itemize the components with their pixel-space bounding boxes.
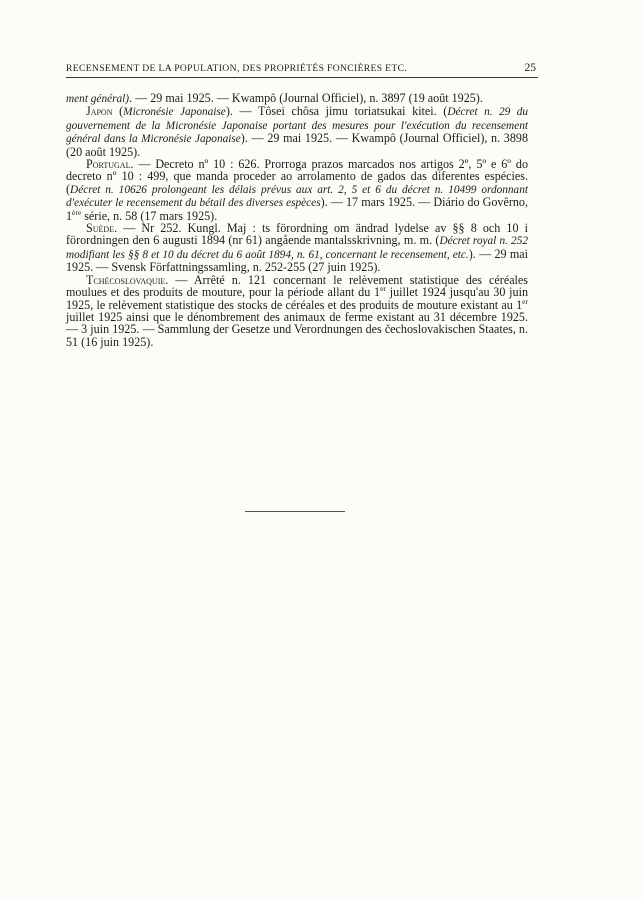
entry-text-fragment: Décret n. 29 du gouvernement de la Micronésie Japonaise portant des mesures pour l'exécution du recensement général dans la Micronésie Japonaise xyxy=(66,106,529,146)
entry-japon xyxy=(66,105,528,158)
entry-text-fragment: . — Arrêté n. 121 concernant le relèvement statistique des céréales moulues et des produits de mouture, pour la période allant du 1 xyxy=(66,272,528,300)
entry-text-fragment: Tchécoslovaquie xyxy=(86,272,166,287)
entry-text-fragment: . — Nr 252. Kungl. Maj : ts förordning om ändrad lydelse av §§ 8 och 10 i förordningen den 6 augusti 1894 (nr 61) angående mantalsskrivning, m. m. ( xyxy=(66,221,528,248)
entry-text-fragment: . — 29 mai 1925. — Kwampô (Journal Officiel), n. 3897 (19 août 1925). xyxy=(129,91,483,105)
entry-portugal xyxy=(66,158,528,222)
entry-text-fragment: . — Decreto nº 10 : 626. Prorroga prazos marcados nos artigos 2º, 5º e 6º do decreto nº 10 : 499, que manda proceder ao arrolamento de gados das diferentes espécies. ( xyxy=(66,157,528,196)
page-number: 25 xyxy=(524,62,536,74)
entry-tchecoslovaquie xyxy=(66,274,528,348)
entry-text-fragment: ). — Tôsei chôsa jimu toriatsukai kitei. ( xyxy=(225,104,448,119)
entry-text-fragment: er xyxy=(380,284,386,294)
entry-text-fragment: Portugal xyxy=(86,157,131,172)
entry-text-fragment: Suède xyxy=(86,221,115,236)
entry-text-fragment: ). — 29 mai 1925. — Svensk Författningssamling, n. 252-255 (27 juin 1925). xyxy=(66,246,528,275)
entry-continuation xyxy=(66,92,528,105)
entry-text-fragment: Japon xyxy=(86,104,113,119)
entry-text-fragment: Décret royal n. 252 modifiant les §§ 8 et 10 du décret du 6 août 1894, n. 61, concernant le recensement, etc. xyxy=(66,235,528,261)
entry-text-fragment: juillet 1924 jusqu'au 30 juin 1925, le relèvement statistique des stocks de céréales et des produits de mouture existant au 1 xyxy=(66,285,528,312)
entry-text-fragment: ( xyxy=(112,104,124,119)
header-rule xyxy=(66,77,538,78)
entry-text-fragment: Micronésie Japonaise xyxy=(123,106,226,119)
entry-text-fragment: ment général) xyxy=(66,93,130,105)
entry-text-fragment: Décret n. 10626 prolongeant les délais prévus aux art. 2, 5 et 6 du décret n. 10499 ordonnant d'exécuter le recensement du bétail des diverses espèces xyxy=(66,183,528,210)
running-header xyxy=(66,62,536,74)
entry-text-fragment: ère xyxy=(72,207,82,217)
body-text xyxy=(66,92,528,348)
section-divider xyxy=(245,511,345,512)
entry-text-fragment: ). — 29 mai 1925. — Kwampô (Journal Officiel), n. 3898 (20 août 1925). xyxy=(66,131,528,159)
entry-text-fragment: er xyxy=(522,296,528,306)
entry-text-fragment: série, n. 58 (17 mars 1925). xyxy=(81,208,218,223)
header-title: RECENSEMENT DE LA POPULATION, DES PROPRIÉTÉS FONCIÈRES ETC. xyxy=(66,63,408,74)
entry-text-fragment: ). — 17 mars 1925. — Diário do Govêrno, 1 xyxy=(66,195,528,223)
entry-text-fragment: juillet 1925 ainsi que le dénombrement des animaux de ferme existant au 31 décembre 1925. — 3 juin 1925. — Sammlung der Gesetze und Verordnungen des čechoslovakischen Staates, n. 51 (16 juin 1925). xyxy=(66,309,528,349)
entry-suede xyxy=(66,222,528,274)
